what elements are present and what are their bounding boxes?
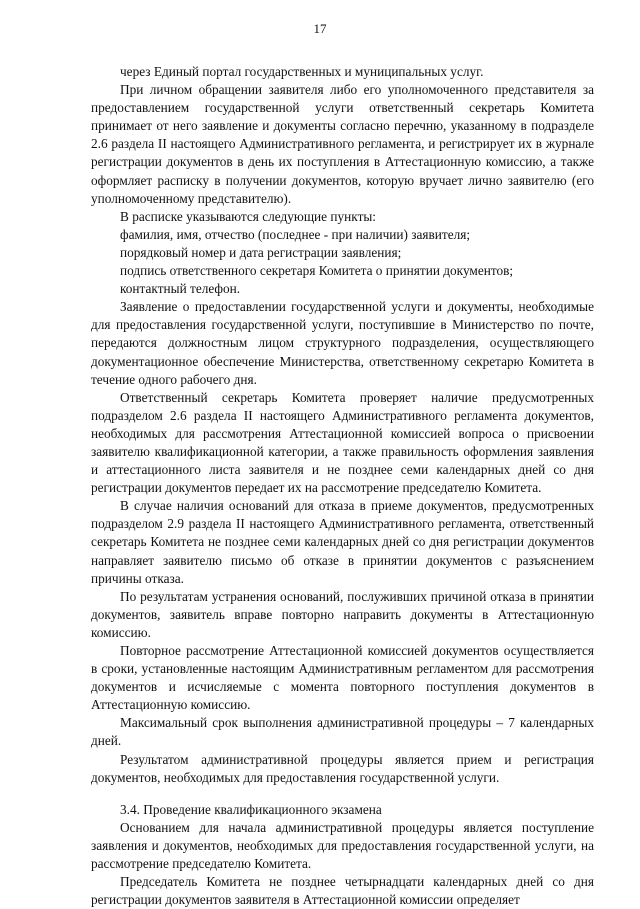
list-item: порядковый номер и дата регистрации заявления; <box>120 244 402 260</box>
paragraph: По результатам устранения оснований, послуживших причиной отказа в принятии документов, заявитель вправе повторно направить документы в Аттестационную комиссию. <box>91 588 594 640</box>
paragraph: Заявление о предоставлении государственной услуги и документы, необходимые для предоставления государственной услуги, поступившие в Министерство по почте, передаются должностным лицом структурного подразделения, осуществляющего документационное обеспечение Министерства, ответственному секретарю Комитета в течение одного рабочего дня. <box>91 299 594 387</box>
paragraph: Результатом административной процедуры является прием и регистрация документов, необходимых для предоставления государственной услуги. <box>91 751 594 785</box>
document-body <box>91 63 594 909</box>
paragraph: через Единый портал государственных и муниципальных услуг. <box>120 64 484 79</box>
paragraph: При личном обращении заявителя либо его уполномоченного представителя за предоставлением государственной услуги ответственный секретарь Комитета принимает от него заявление и документы согласно перечню, указанному в подразделе 2.6 раздела II настоящего Административного регламента, и регистрирует их в журнале регистрации документов в день их поступления в Аттестационную комиссию, а также оформляет расписку в получении документов, которую вручает лично заявителю (его уполномоченному представителю). <box>91 82 594 206</box>
paragraph: Основанием для начала административной процедуры является поступление заявления и документов, необходимых для предоставления государственной услуги, на рассмотрение председателю Комитета. <box>91 819 594 872</box>
list-item: фамилия, имя, отчество (последнее - при наличии) заявителя; <box>120 226 471 242</box>
paragraph: Максимальный срок выполнения административной процедуры – 7 календарных дней. <box>91 715 594 749</box>
paragraph: Повторное рассмотрение Аттестационной комиссией документов осуществляется в сроки, установленные настоящим Административным регламентом для рассмотрения документов и исчисляемые с момента повторного поступления документов в Аттестационную комиссию. <box>91 643 594 713</box>
page-number: 17 <box>313 21 327 36</box>
paragraph: В случае наличия оснований для отказа в приеме документов, предусмотренных подразделом 2.9 раздела II настоящего Административного регламента, ответственный секретарь Комитета не позднее семи календарных дней со дня регистрации документов направляет заявителю письмо об отказе в принятии документов с разъяснением причины отказа. <box>91 498 594 586</box>
list-item: подпись ответственного секретаря Комитета о принятии документов; <box>120 263 514 279</box>
list-item: контактный телефон. <box>120 281 241 297</box>
paragraph: Председатель Комитета не позднее четырнадцати календарных дней со дня регистрации документов заявителя в Аттестационной комиссии определяет <box>91 874 594 908</box>
paragraph: Ответственный секретарь Комитета проверяет наличие предусмотренных подразделом 2.6 раздела II настоящего Административного регламента документов, необходимых для рассмотрения Аттестационной комиссией вопроса о присвоении заявителю квалификационной категории, а также правильность оформления заявления и аттестационного листа заявителя и не позднее семи календарных дней со дня регистрации документов передает их на рассмотрение председателю Комитета. <box>91 389 594 496</box>
paragraph: В расписке указываются следующие пункты: <box>120 208 377 224</box>
section-heading: 3.4. Проведение квалификационного экзамена <box>120 801 382 817</box>
